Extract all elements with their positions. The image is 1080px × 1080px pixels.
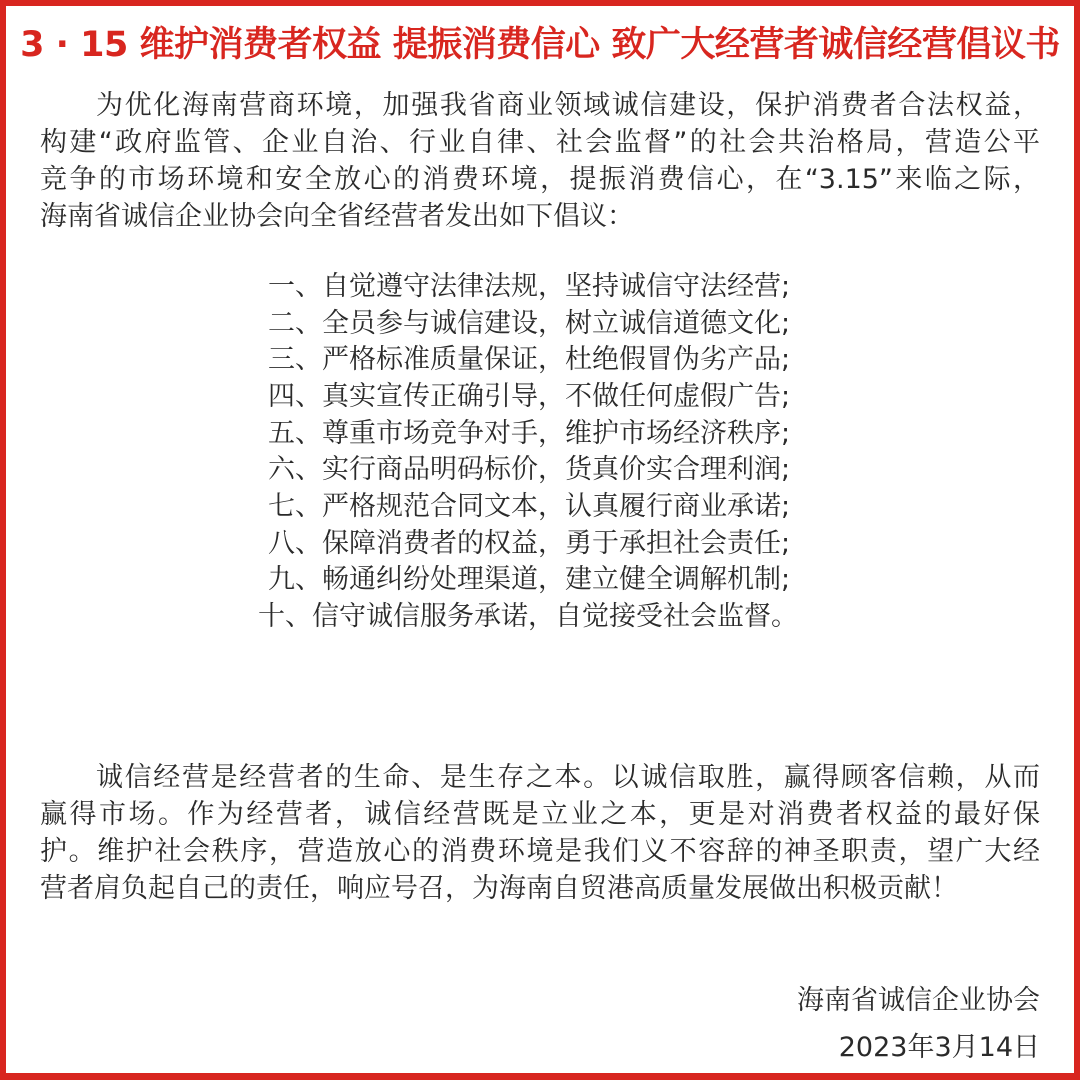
closing-line: 诚信经营是经营者的生命、是生存之本。以诚信取胜，赢得顾客信赖，从而 (96, 762, 1040, 793)
proposal-item: 三、严格标准质量保证，杜绝假冒伪劣产品; (268, 344, 791, 375)
signature-organization: 海南省诚信企业协会 (797, 985, 1040, 1016)
proposal-item: 一、自觉遵守法律法规，坚持诚信守法经营; (268, 271, 791, 302)
closing-line: 护。维护社会秩序，营造放心的消费环境是我们义不容辞的神圣职责，望广大经 (40, 836, 1040, 867)
intro-line: 为优化海南营商环境，加强我省商业领域诚信建设，保护消费者合法权益， (96, 90, 1040, 121)
proposal-item: 十、信守诚信服务承诺，自觉接受社会监督。 (258, 601, 798, 632)
intro-line: 构建“政府监管、企业自治、行业自律、社会监督”的社会共治格局，营造公平 (40, 127, 1040, 158)
intro-line: 海南省诚信企业协会向全省经营者发出如下倡议： (40, 201, 634, 232)
proposal-item: 二、全员参与诚信建设，树立诚信道德文化; (268, 308, 791, 339)
intro-line: 竞争的市场环境和安全放心的消费环境，提振消费信心，在“3.15”来临之际， (40, 164, 1040, 195)
proposal-item: 八、保障消费者的权益，勇于承担社会责任; (268, 528, 791, 559)
closing-line: 赢得市场。作为经营者，诚信经营既是立业之本，更是对消费者权益的最好保 (40, 799, 1040, 830)
closing-line: 营者肩负起自己的责任，响应号召，为海南自贸港高质量发展做出积极贡献！ (40, 873, 958, 904)
document-title: 3 · 15 维护消费者权益 提振消费信心 致广大经营者诚信经营倡议书 (20, 25, 1060, 65)
proposal-item: 七、严格规范合同文本，认真履行商业承诺; (268, 491, 791, 522)
signature-date: 2023年3月14日 (838, 1032, 1040, 1063)
proposal-item: 六、实行商品明码标价，货真价实合理利润; (268, 454, 791, 485)
proposal-item: 四、真实宣传正确引导，不做任何虚假广告; (268, 381, 791, 412)
proposal-item: 九、畅通纠纷处理渠道，建立健全调解机制; (268, 564, 791, 595)
proposal-item: 五、尊重市场竞争对手，维护市场经济秩序; (268, 418, 791, 449)
